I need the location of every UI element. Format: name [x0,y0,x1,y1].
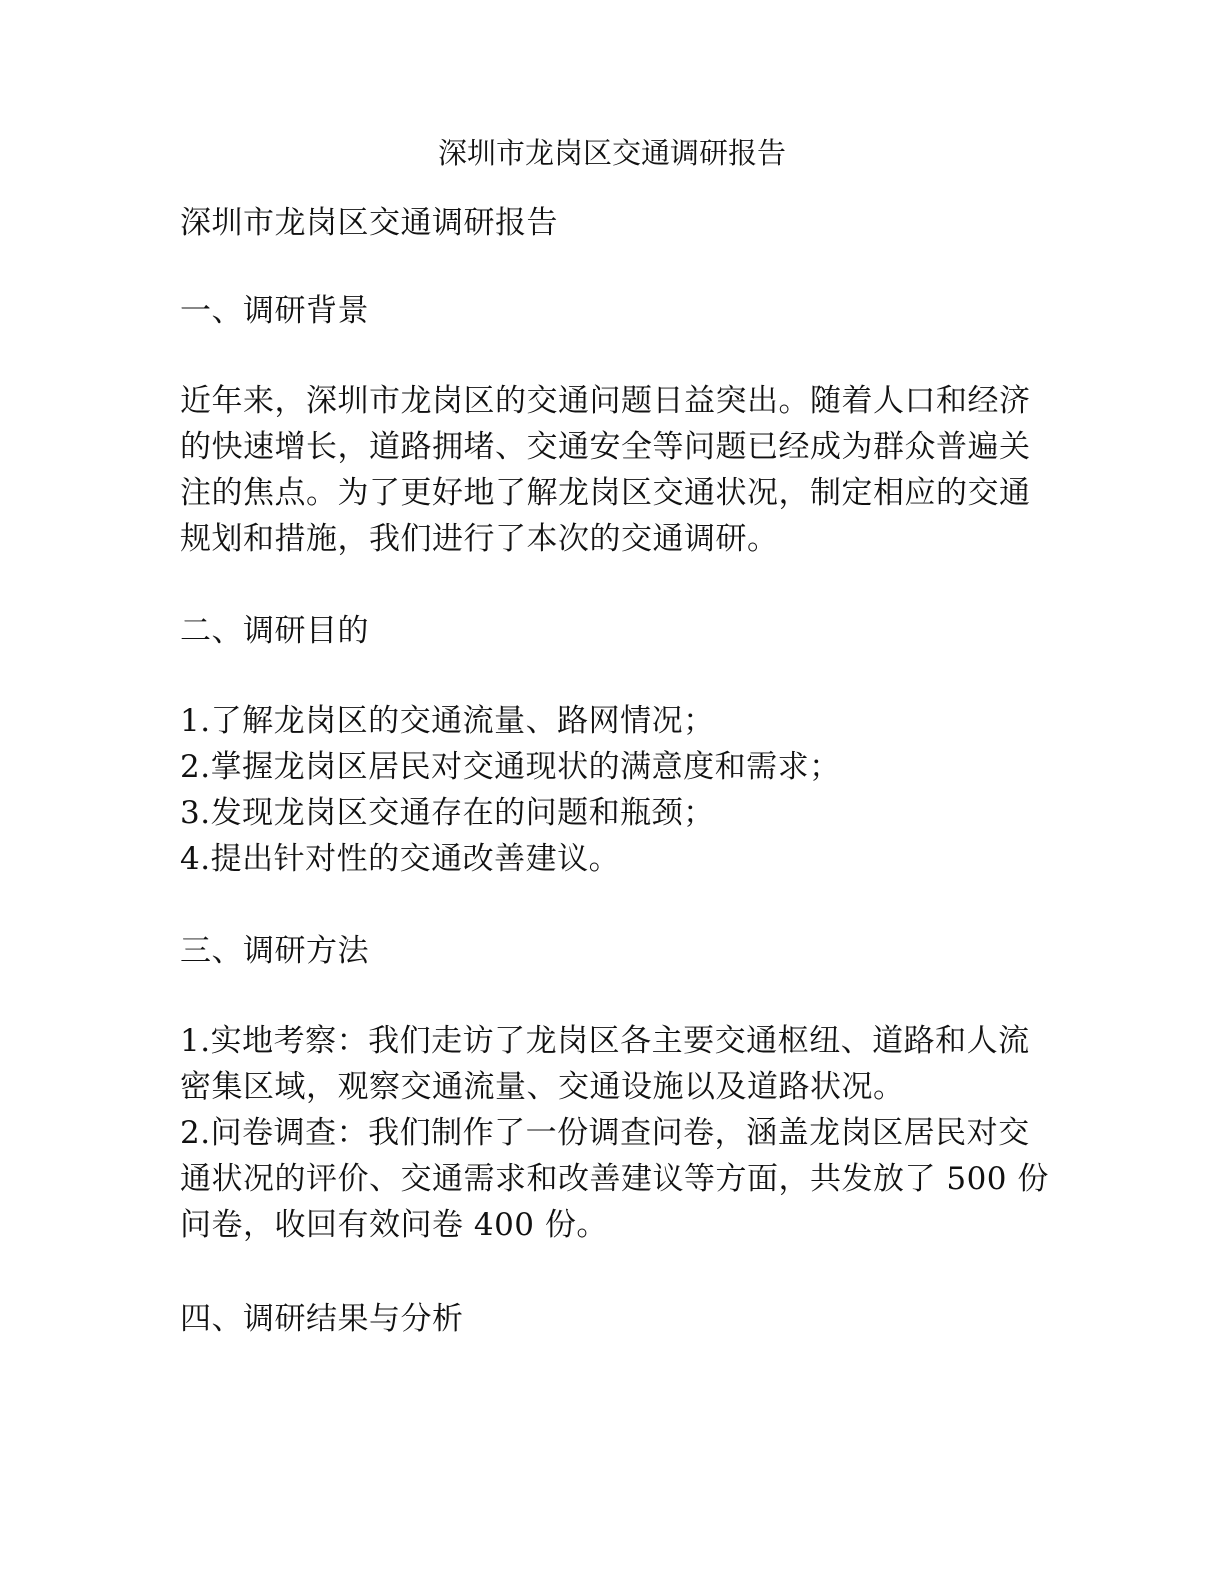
heading-text: 一、调研背景 [180,293,369,329]
document-title: 深圳市龙岗区交通调研报告 [437,136,786,170]
heading-text: 二、调研目的 [180,613,369,649]
purpose-list [180,698,1040,882]
list-item: 问卷，收回有效问卷 400 份。 [180,1207,608,1243]
paragraph-line: 近年来，深圳市龙岗区的交通问题日益突出。随着人口和经济 [180,383,1031,419]
list-item: 1.了解龙岗区的交通流量、路网情况； [180,703,715,739]
list-item: 通状况的评价、交通需求和改善建议等方面，共发放了 500 份 [180,1161,1049,1197]
method-list [180,1018,1049,1248]
section-heading-results [180,1296,1040,1342]
list-item: 密集区域，观察交通流量、交通设施以及道路状况。 [180,1069,905,1105]
section-heading-background [180,288,1040,334]
document-subtitle [180,200,1040,246]
paragraph-line: 注的焦点。为了更好地了解龙岗区交通状况，制定相应的交通 [180,475,1031,511]
paragraph-line: 规划和措施，我们进行了本次的交通调研。 [180,521,779,557]
background-paragraph [180,378,1040,562]
heading-text: 四、调研结果与分析 [180,1301,464,1337]
section-heading-purpose [180,608,1040,654]
subtitle-text: 深圳市龙岗区交通调研报告 [180,205,558,241]
list-item: 1.实地考察：我们走访了龙岗区各主要交通枢纽、道路和人流 [180,1023,1030,1059]
paragraph-line: 的快速增长，道路拥堵、交通安全等问题已经成为群众普遍关 [180,429,1031,465]
list-item: 3.发现龙岗区交通存在的问题和瓶颈； [180,795,715,831]
list-item: 2.掌握龙岗区居民对交通现状的满意度和需求； [180,749,841,785]
section-heading-method [180,928,1040,974]
heading-text: 三、调研方法 [180,933,369,969]
list-item: 2.问卷调查：我们制作了一份调查问卷，涵盖龙岗区居民对交 [180,1115,1030,1151]
list-item: 4.提出针对性的交通改善建议。 [180,841,621,877]
